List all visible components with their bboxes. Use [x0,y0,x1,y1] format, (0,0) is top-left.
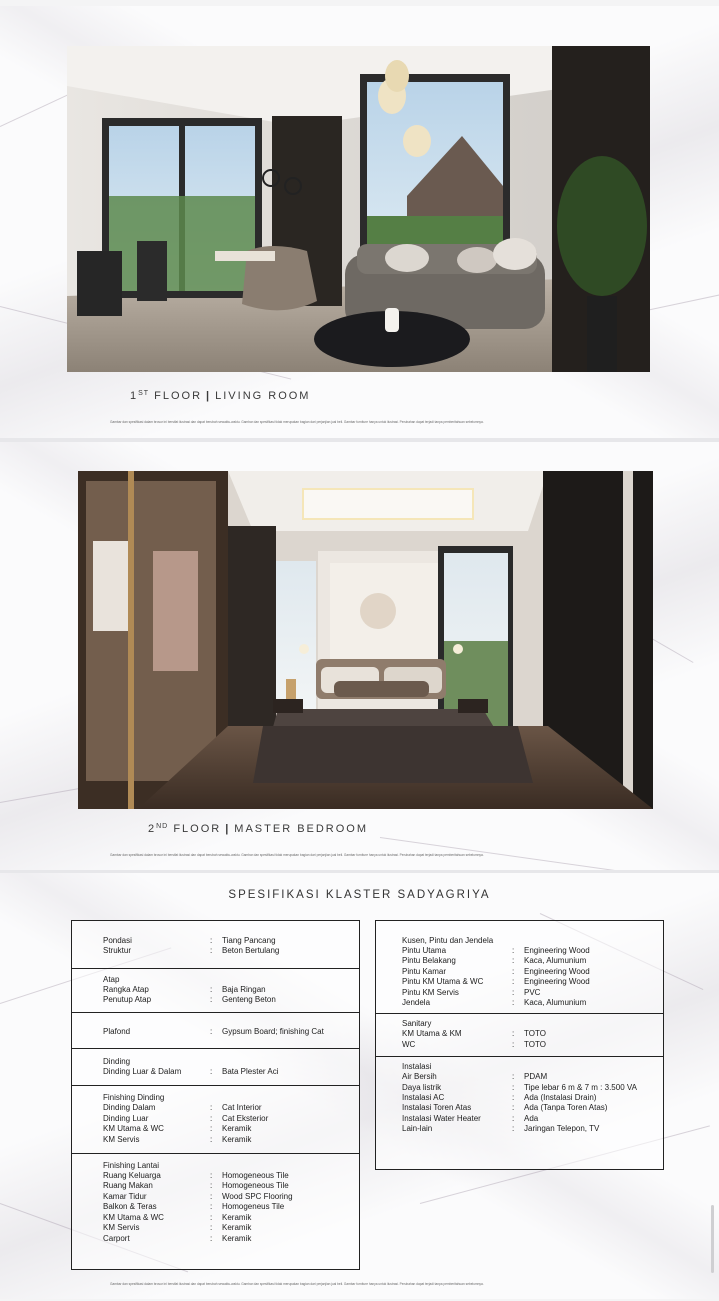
spec-value: Homogeneous Tile [222,1171,289,1181]
spec-label: Balkon & Teras [103,1202,157,1212]
living-room-caption: 1ST FLOOR | LIVING ROOM [130,390,311,402]
spec-colon: : [210,1026,213,1036]
spec-label: Jendela [402,998,431,1008]
spec-colon: : [210,984,213,994]
bedroom-photo [78,471,653,809]
spec-row [103,1192,359,1202]
spec-label: KM Servis [103,1223,140,1233]
spec-label: Air Bersih [402,1072,437,1082]
spec-group [376,1014,663,1057]
spec-row [402,1103,663,1113]
spec-group [72,1013,359,1049]
spec-row [402,998,663,1008]
spec-row [103,1213,359,1223]
spec-value: Kaca, Alumunium [524,956,587,966]
spec-title: SPESIFIKASI KLASTER SADYAGRIYA [228,889,491,901]
spec-group [72,969,359,1013]
spec-label: Penutup Atap [103,995,152,1005]
spec-row [103,1202,359,1212]
spec-label: Pintu KM Servis [402,987,459,997]
spec-label: Dinding Luar [103,1113,149,1123]
living-ordinal: 1 [130,390,139,402]
spec-table-right [375,920,664,1170]
spec-group-title: Finishing Dinding [103,1093,165,1103]
spec-value: Tipe lebar 6 m & 7 m : 3.500 VA [524,1082,637,1092]
spec-row [103,1124,359,1134]
spec-colon: : [210,1202,213,1212]
spec-row [402,988,663,998]
spec-row [402,946,663,956]
spec-row [103,1114,359,1124]
spec-label: Kamar Tidur [103,1191,147,1201]
spec-row [103,1234,359,1244]
spec-row [402,1029,663,1039]
spec-label: Ruang Makan [103,1181,153,1191]
spec-value: Tiang Pancang [222,936,276,945]
spec-group [72,1154,359,1250]
spec-value: Ada (Instalasi Drain) [524,1093,597,1103]
spec-value: Kaca, Alumunium [524,998,587,1008]
spec-colon: : [512,977,515,987]
bedroom-ordinal-suffix: ND [156,823,169,830]
spec-group [72,1049,359,1086]
spec-colon: : [512,1093,515,1103]
spec-colon: : [512,998,515,1008]
spec-label: Pondasi [103,936,132,945]
spec-colon: : [210,1171,213,1181]
spec-row [402,956,663,966]
spec-label: WC [402,1039,416,1049]
spec-value: Engineering Wood [524,977,590,987]
spec-colon: : [512,1124,515,1134]
spec-colon: : [210,1223,213,1233]
spec-row [103,1171,359,1181]
spec-group [72,921,359,969]
spec-value: Keramik [222,1212,252,1222]
spec-row [103,946,359,956]
spec-label: Daya listrik [402,1082,442,1092]
spec-group-title: Sanitary [402,1019,432,1029]
spec-value: Keramik [222,1233,252,1243]
spec-value: PDAM [524,1072,548,1082]
scrollbar-thumb[interactable] [711,1205,714,1273]
spec-colon: : [512,1029,515,1039]
spec-label: Pintu Belakang [402,956,456,966]
spec-colon: : [210,1113,213,1123]
disclaimer-text-2: Gambar dan spesifikasi dalam brosur ini bersifat ilustrasi dan dapat berubah sewaktu-waktu. Gambar dan spesifikasi tidak merupakan bagian dari perjanjian jual beli. Gambar furniture hanya untuk ilustrasi. Perubahan dapat terjadi tanpa pemberitahuan sebelumnya. [110,853,484,857]
spec-label: Pintu Kamar [402,966,447,976]
spec-value: Homogeneous Tile [222,1181,289,1191]
spec-value: Homogeneus Tile [222,1202,285,1212]
living-room-label: LIVING ROOM [215,390,311,402]
spec-colon: : [210,936,213,945]
living-room-photo [67,46,650,372]
spec-label: Pintu KM Utama & WC [402,977,484,987]
spec-row [402,1114,663,1124]
disclaimer-text-3: Gambar dan spesifikasi dalam brosur ini bersifat ilustrasi dan dapat berubah sewaktu-waktu. Gambar dan spesifikasi tidak merupakan bagian dari perjanjian jual beli. Gambar furniture hanya untuk ilustrasi. Perubahan dapat terjadi tanpa pemberitahuan sebelumnya. [110,1282,484,1286]
spec-value: Genteng Beton [222,995,276,1005]
spec-row [402,1040,663,1050]
spec-row [103,985,359,995]
spec-value: Beton Bertulang [222,946,280,956]
spec-row [103,1181,359,1191]
spec-label: Instalasi Toren Atas [402,1103,472,1113]
spec-value: TOTO [524,1039,546,1049]
bedroom-ordinal: 2 [148,823,157,835]
spec-colon: : [512,1039,515,1049]
disclaimer-text-1: Gambar dan spesifikasi dalam brosur ini bersifat ilustrasi dan dapat berubah sewaktu-waktu. Gambar dan spesifikasi tidak merupakan bagian dari perjanjian jual beli. Gambar furniture hanya untuk ilustrasi. Perubahan dapat terjadi tanpa pemberitahuan sebelumnya. [110,420,484,424]
spec-colon: : [210,1124,213,1134]
spec-group-title: Finishing Lantai [103,1161,160,1171]
spec-label: KM Utama & KM [402,1029,462,1039]
spec-row [103,995,359,1005]
spec-label: KM Servis [103,1134,140,1144]
spec-row [103,936,359,946]
bedroom-floor-label: FLOOR [173,823,222,835]
living-ordinal-suffix: ST [138,390,150,397]
spec-row [402,1072,663,1082]
spec-label: Instalasi Water Heater [402,1113,481,1123]
spec-value: Gypsum Board; finishing Cat [222,1026,324,1036]
spec-colon: : [210,1103,213,1113]
spec-colon: : [210,995,213,1005]
spec-colon: : [512,966,515,976]
spec-value: Keramik [222,1134,252,1144]
spec-colon: : [512,1082,515,1092]
spec-row [402,1083,663,1093]
spec-value: Baja Ringan [222,984,266,994]
spec-colon: : [512,1113,515,1123]
spec-colon: : [210,1067,213,1077]
spec-value: Jaringan Telepon, TV [524,1124,600,1134]
spec-group [72,1086,359,1154]
spec-value: Cat Eksterior [222,1113,269,1123]
bedroom-room-label: MASTER BEDROOM [234,823,369,835]
spec-value: Keramik [222,1124,252,1134]
living-floor-label: FLOOR [154,390,203,402]
spec-colon: : [210,1233,213,1243]
spec-table-left [71,920,360,1270]
spec-value: TOTO [524,1029,546,1039]
spec-value: Engineering Wood [524,946,590,955]
spec-label: Dinding Luar & Dalam [103,1067,182,1077]
spec-label: KM Utama & WC [103,1124,164,1134]
spec-group-title: Dinding [103,1057,131,1067]
spec-row [402,967,663,977]
spec-value: Keramik [222,1223,252,1233]
spec-label: Ruang Keluarga [103,1171,161,1181]
spec-label: Instalasi AC [402,1093,445,1103]
spec-label: Pintu Utama [402,946,447,955]
spec-colon: : [210,1191,213,1201]
spec-row [103,1027,359,1037]
spec-colon: : [512,1072,515,1082]
spec-colon: : [210,1212,213,1222]
bedroom-section [0,442,719,870]
spec-colon: : [210,946,213,956]
spec-row [103,1067,359,1077]
living-room-section [0,6,719,438]
spec-value: Cat Interior [222,1103,262,1113]
spec-group [376,1057,663,1146]
spec-row [103,1103,359,1113]
spec-label: Plafond [103,1026,131,1036]
spec-group [376,921,663,1014]
spec-group-title: Kusen, Pintu dan Jendela [402,936,494,945]
spec-label: Lain-lain [402,1124,433,1134]
spec-colon: : [210,1134,213,1144]
spec-row [103,1223,359,1233]
spec-colon: : [512,946,515,955]
spec-value: Ada (Tanpa Toren Atas) [524,1103,608,1113]
spec-value: Engineering Wood [524,966,590,976]
spec-row [402,1124,663,1134]
spec-value: PVC [524,987,541,997]
spec-group-title: Atap [103,974,120,984]
spec-value: Wood SPC Flooring [222,1191,293,1201]
spec-row [402,977,663,987]
spec-label: Dinding Dalam [103,1103,156,1113]
spec-row [402,1093,663,1103]
spec-colon: : [210,1181,213,1191]
bedroom-caption: 2ND FLOOR | MASTER BEDROOM [148,823,369,835]
spec-value: Ada [524,1113,539,1123]
spec-colon: : [512,956,515,966]
spec-colon: : [512,1103,515,1113]
spec-value: Bata Plester Aci [222,1067,279,1077]
spec-label: Rangka Atap [103,984,149,994]
spec-colon: : [512,987,515,997]
spec-label: Struktur [103,946,132,956]
spec-label: Carport [103,1233,130,1243]
spec-group-title: Instalasi [402,1062,432,1072]
spec-label: KM Utama & WC [103,1212,164,1222]
spec-row [103,1135,359,1145]
